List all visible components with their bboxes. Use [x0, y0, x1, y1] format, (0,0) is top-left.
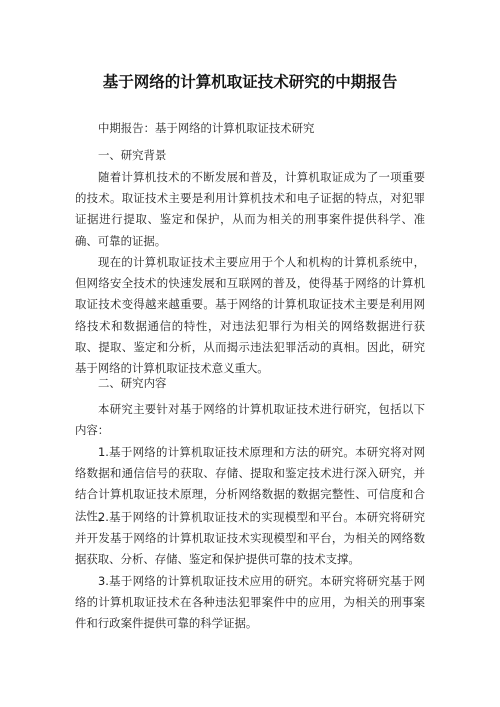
paragraph-background-2: 现在的计算机取证技术主要应用于个人和机构的计算机系统中，但网络安全技术的快速发展和互联网的普及，使得基于网络的计算机取证技术变得越来越重要。基于网络的计算机取证技术主要是利用网络技术和数据通信的特性，对违法犯罪行为相关的网络数据进行获取、提取、鉴定和分析，从而揭示违法犯罪活动的真相。因此，研究基于网络的计算机取证技术意义重大。 — [75, 255, 425, 376]
report-subtitle: 中期报告：基于网络的计算机取证技术研究 — [98, 121, 315, 135]
paragraph-content-intro: 本研究主要针对基于网络的计算机取证技术进行研究，包括以下内容： — [75, 402, 425, 438]
list-item-2: 2.基于网络的计算机取证技术的实现模型和平台。本研究将研究并开发基于网络的计算机取证技术实现模型和平台，为相关的网络数据获取、分析、存储、鉴定和保护提供可靠的技术支撑。 — [75, 510, 425, 567]
section-heading-content: 二、研究内容 — [98, 376, 167, 390]
section-heading-background: 一、研究背景 — [98, 148, 167, 162]
paragraph-background-1: 随着计算机技术的不断发展和普及，计算机取证成为了一项重要的技术。取证技术主要是利用计算机技术和电子证据的特点，对犯罪证据进行提取、鉴定和保护，从而为相关的刑事案件提供科学、准确、可靠的证据。 — [75, 170, 425, 248]
list-item-3: 3.基于网络的计算机取证技术应用的研究。本研究将研究基于网络的计算机取证技术在各种违法犯罪案件中的应用，为相关的刑事案件和行政案件提供可靠的科学证据。 — [75, 574, 425, 631]
document-title: 基于网络的计算机取证技术研究的中期报告 — [102, 73, 398, 91]
list-item-1: 1.基于网络的计算机取证技术原理和方法的研究。本研究将对网络数据和通信信号的获取、存储、提取和鉴定技术进行深入研究，并结合计算机取证技术原理，分析网络数据的数据完整性、可信度和合法性。 — [75, 445, 425, 523]
